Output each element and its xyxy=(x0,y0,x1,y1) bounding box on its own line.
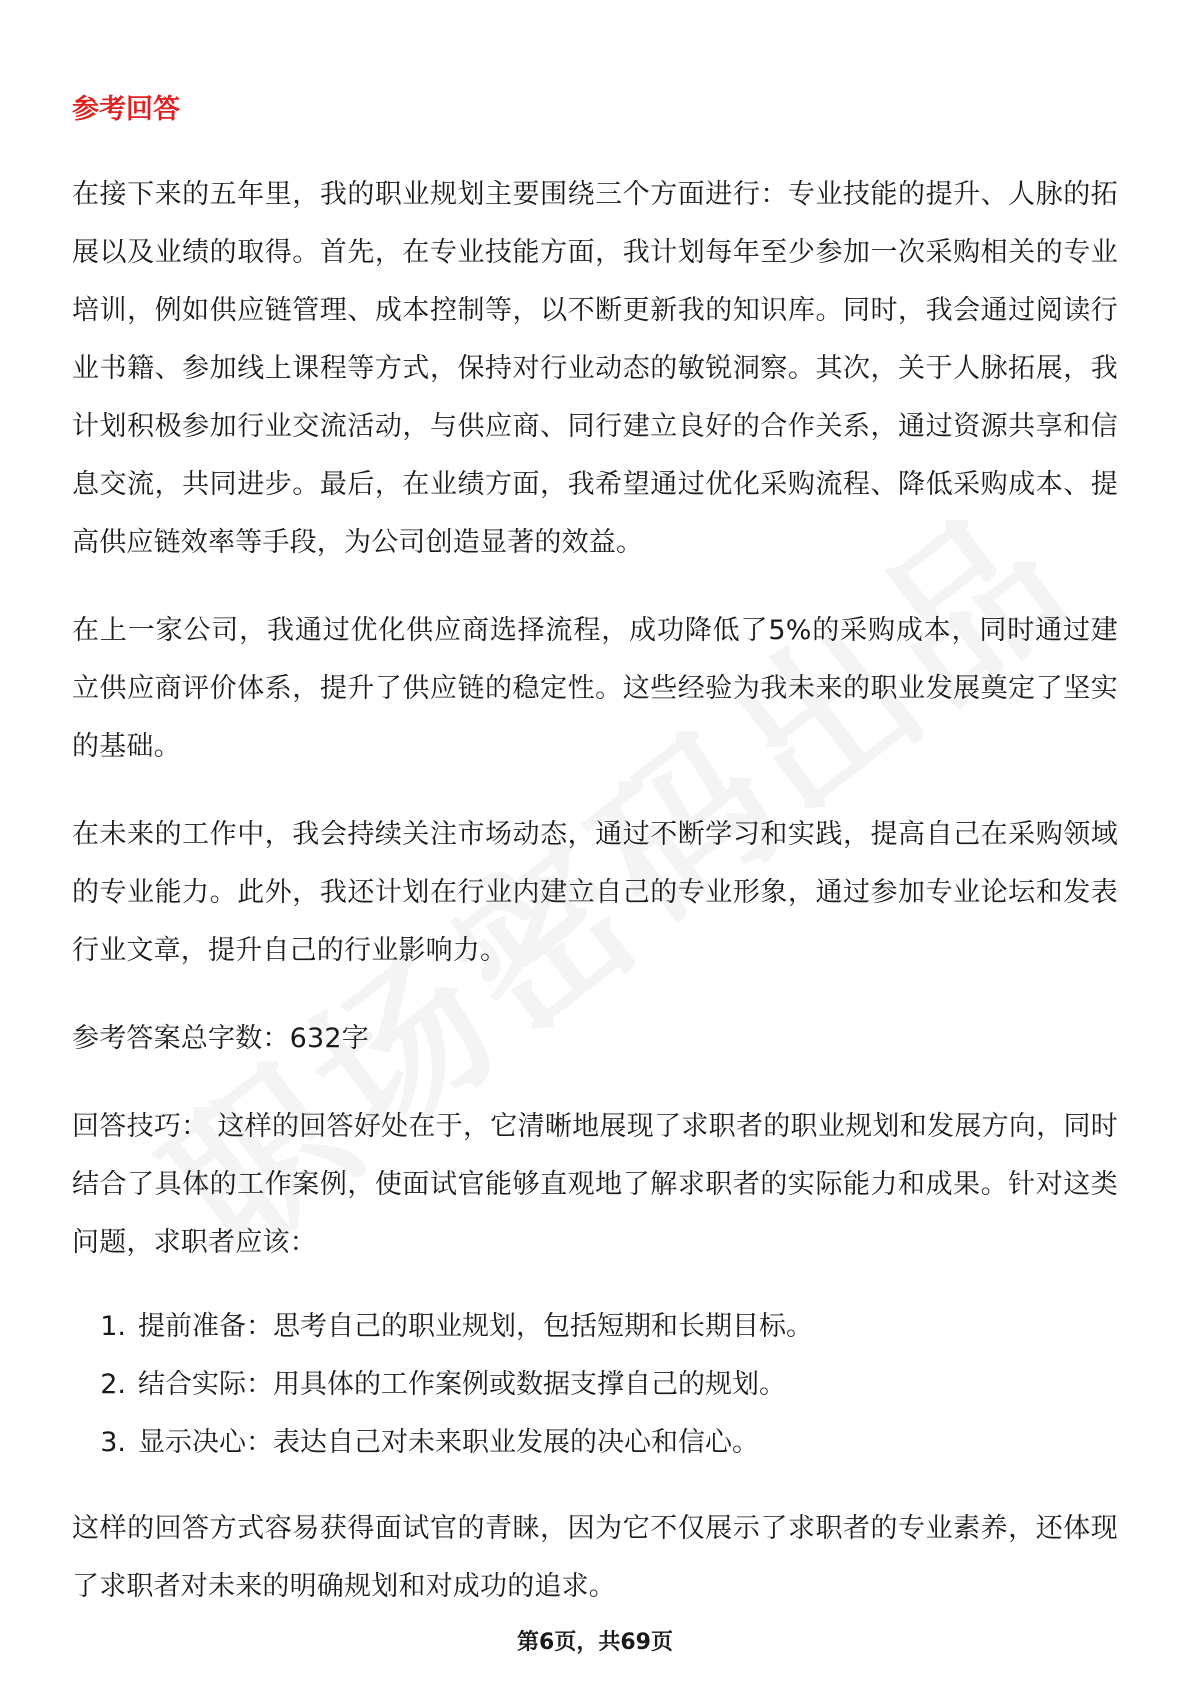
page-footer: 第6页，共69页 xyxy=(517,1630,673,1655)
list-item-number: 3. xyxy=(100,1427,126,1458)
list-item-number: 1. xyxy=(100,1311,126,1342)
list-item-text: 结合实际：用具体的工作案例或数据支撑自己的规划。 xyxy=(138,1369,786,1400)
section-title: 参考回答 xyxy=(72,94,180,125)
list-item-number: 2. xyxy=(100,1369,126,1400)
document-page xyxy=(72,90,1118,1646)
total-word-count: 参考答案总字数：632字 xyxy=(72,1023,369,1054)
answer-paragraph-1: 在接下来的五年里，我的职业规划主要围绕三个方面进行：专业技能的提升、人脉的拓展以及业绩的取得。首先，在专业技能方面，我计划每年至少参加一次采购相关的专业培训，例如供应链管理、成本控制等，以不断更新我的知识库。同时，我会通过阅读行业书籍、参加线上课程等方式，保持对行业动态的敏锐洞察。其次，关于人脉拓展，我计划积极参加行业交流活动，与供应商、同行建立良好的合作关系，通过资源共享和信息交流，共同进步。最后，在业绩方面，我希望通过优化采购流程、降低采购成本、提高供应链效率等手段，为公司创造显著的效益。 xyxy=(72,179,1118,558)
list-item xyxy=(72,1356,1118,1414)
conclusion-paragraph: 这样的回答方式容易获得面试官的青睐，因为它不仅展示了求职者的专业素养，还体现了求职者对未来的明确规划和对成功的追求。 xyxy=(72,1513,1118,1602)
list-item xyxy=(72,1298,1118,1356)
list-item-text: 提前准备：思考自己的职业规划，包括短期和长期目标。 xyxy=(138,1311,813,1342)
answer-paragraph-2: 在上一家公司，我通过优化供应商选择流程，成功降低了5%的采购成本，同时通过建立供应商评价体系，提升了供应链的稳定性。这些经验为我未来的职业发展奠定了坚实的基础。 xyxy=(72,615,1118,762)
tips-list xyxy=(72,1298,1118,1472)
answer-tips: 回答技巧： 这样的回答好处在于，它清晰地展现了求职者的职业规划和发展方向，同时结合了具体的工作案例，使面试官能够直观地了解求职者的实际能力和成果。针对这类问题，求职者应该： xyxy=(72,1111,1118,1258)
list-item xyxy=(72,1414,1118,1472)
list-item-text: 显示决心：表达自己对未来职业发展的决心和信心。 xyxy=(138,1427,759,1458)
answer-paragraph-3: 在未来的工作中，我会持续关注市场动态，通过不断学习和实践，提高自己在采购领域的专业能力。此外，我还计划在行业内建立自己的专业形象，通过参加专业论坛和发表行业文章，提升自己的行业影响力。 xyxy=(72,819,1118,966)
